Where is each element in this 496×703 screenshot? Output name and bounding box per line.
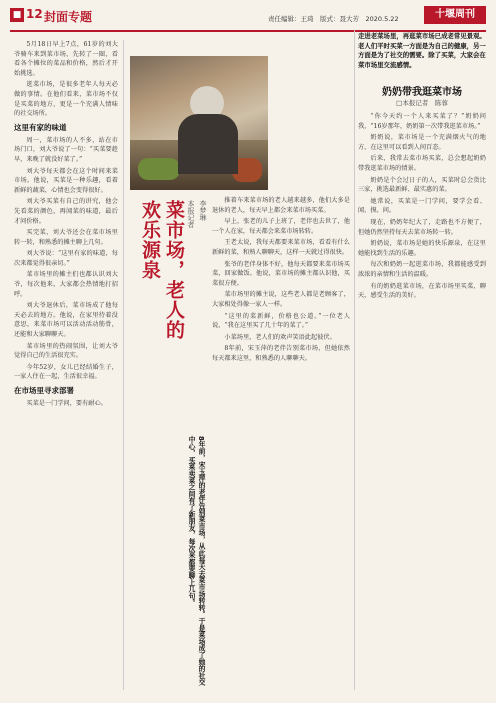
paragraph: 刘大爷买菜有自己的讲究，他会先看菜的颜色，再闻菜的味道，最后才问价格。 — [14, 198, 118, 225]
article-column-4 — [358, 112, 486, 692]
paragraph: 奶奶是个会过日子的人，买菜时总会货比三家，挑选最新鲜、最实惠的菜。 — [358, 176, 486, 194]
feature-author-name: 李梦琳 — [199, 200, 207, 221]
market-photo — [130, 56, 268, 190]
photo-person-body — [178, 114, 238, 174]
paragraph: 现在，奶奶年纪大了，走路也不方便了，但她仍然坚持每天去菜市场转一转。 — [358, 218, 486, 236]
paragraph: 菜市场里的热闹氛围，让刘大爷觉得自己的生活很充实。 — [14, 342, 118, 360]
masthead-logo: 十堰周刊 — [424, 6, 486, 24]
paragraph: 周一，菜市场的人不多，站在市场门口，刘大爷说了一句：“买菜要趁早，来晚了就没好菜了。” — [14, 136, 118, 163]
paragraph: 她常说，买菜是一门学问，要学会看、闻、摸、问。 — [358, 197, 486, 215]
paragraph: 买完菜，刘大爷还会在菜市场里转一转，和熟悉的摊主聊上几句。 — [14, 229, 118, 246]
article-column-1 — [14, 40, 118, 695]
paragraph: 菜市场里的摊主说，这些老人都是老顾客了，大家相处得像一家人一样。 — [212, 291, 350, 308]
paragraph: 买菜是一门学问，要有耐心。 — [26, 400, 107, 407]
paragraph: 后来，我常去菜市场买菜，总会想起奶奶带我逛菜市场的情景。 — [358, 155, 486, 172]
feature-caption: 8年前，宋玉萍的老伴告别菜市场，从此每天去菜市场转转。于是菜场成了她的社交中心，买菜卖菜之间有了新朋友，每次来都要聊上几句。 — [187, 436, 205, 686]
paragraph: 张爷的老伴身体不好，他每天都要来菜市场买菜，回家做饭。他说，菜市场的摊主都认识他，买菜很方便。 — [212, 260, 350, 287]
column-divider-right — [354, 30, 355, 690]
paragraph: 菜市场里的摊主们也都认识刘大爷，每次他来，大家都会热情地打招呼。 — [14, 271, 118, 298]
paragraph: 小菜场里，老人们的欢声笑语此起彼伏。 — [224, 333, 336, 341]
paragraph: 逛菜市场，是很多老年人每天必做的事情。在他们看来，菜市场不仅是买菜的地方，更是一个充满人情味的社交场所。 — [14, 81, 118, 118]
section-title: 封面专题 — [44, 10, 93, 24]
feature-author-label: 本报记者 — [187, 200, 195, 228]
paragraph: 推着车来菜市场的老人越来越多，他们大多是退休的老人，每天早上都会来菜市场买菜。 — [212, 197, 350, 214]
page-number-box: ■ — [10, 8, 24, 22]
right-title: 奶奶带我逛菜市场 — [382, 87, 462, 98]
subheading: 这里有家的味道 — [14, 122, 67, 132]
column-divider — [123, 40, 124, 690]
photo-vegetables — [138, 158, 180, 180]
paragraph: 有的奶奶逛菜市场，在菜市场里买菜、聊天，感受生活的美好。 — [358, 282, 486, 300]
paragraph: 8年前，宋玉萍的老伴告别菜市场，但她依然每天都来这里，和熟悉的人聊聊天。 — [212, 345, 350, 362]
paragraph: 刘大爷退休后，菜市场成了他每天必去的地方。他说，在家里待着没意思，来菜市场可以活动活动筋骨，还能和大家聊聊天。 — [14, 302, 118, 339]
subheading: 在市场里寻求部署 — [14, 386, 74, 395]
paragraph: 5月18日早上7点，61岁的刘大爷骑车来到菜市场，先转了一圈，看看各个摊位的菜品和价格，然后才开始挑选。 — [14, 41, 118, 77]
right-author: □本报记者 陈蓉 — [396, 99, 448, 107]
paragraph: “这里的菜新鲜，价格也公道。”一位老人说，“我在这里买了几十年的菜了。” — [212, 312, 350, 330]
right-lead: 走进老菜场里，再逛菜市场已成老常见景观。老人们平时买菜一方面是为自己的健康，另一方面是为了社交的需要。除了买菜，大家会在菜市场里交流感情。 — [358, 32, 486, 69]
paragraph: 每次和奶奶一起逛菜市场，我都能感受到浓浓的亲情和生活的温暖。 — [358, 261, 486, 278]
page-number: 12 — [26, 7, 43, 21]
editor-credits: 责任编辑：王琦 版式：聂大芳 2020.5.22 — [268, 15, 399, 23]
paragraph: 奶奶说，菜市场是她的快乐源泉，在这里她能找到生活的乐趣。 — [358, 240, 486, 257]
paragraph: 刘大爷每天都会在这个时间来菜市场。他说，买菜是一种乐趣，看着新鲜的蔬菜，心情也会变得很好。 — [14, 167, 118, 194]
paragraph: 奶奶说，菜市场是一个充满烟火气的地方，在这里可以看到人间百态。 — [358, 134, 486, 151]
paragraph: 早上，张老的儿子上班了，老伴也去世了，他一个人在家，每天都会来菜市场转转。 — [212, 218, 350, 235]
paragraph: 刘大爷说：“这里有家的味道，每次来都觉得很亲切。” — [14, 250, 118, 267]
page-header — [10, 6, 486, 32]
paragraph: 王老太说，我每天都要来菜市场，看看有什么新鲜的菜，和熟人聊聊天，这样一天就过得很快。 — [212, 239, 350, 256]
paragraph: 今年52岁，女儿已经结婚生子，一家人住在一起，生活很幸福。 — [14, 363, 118, 381]
paragraph: “你今天约一个人来买菜了？”奶奶问我，“16岁那年，奶奶第一次带我逛菜市场。” — [358, 113, 486, 130]
feature-title: 菜市场，老人的欢乐源泉 — [139, 200, 185, 340]
article-column-3 — [212, 196, 350, 691]
